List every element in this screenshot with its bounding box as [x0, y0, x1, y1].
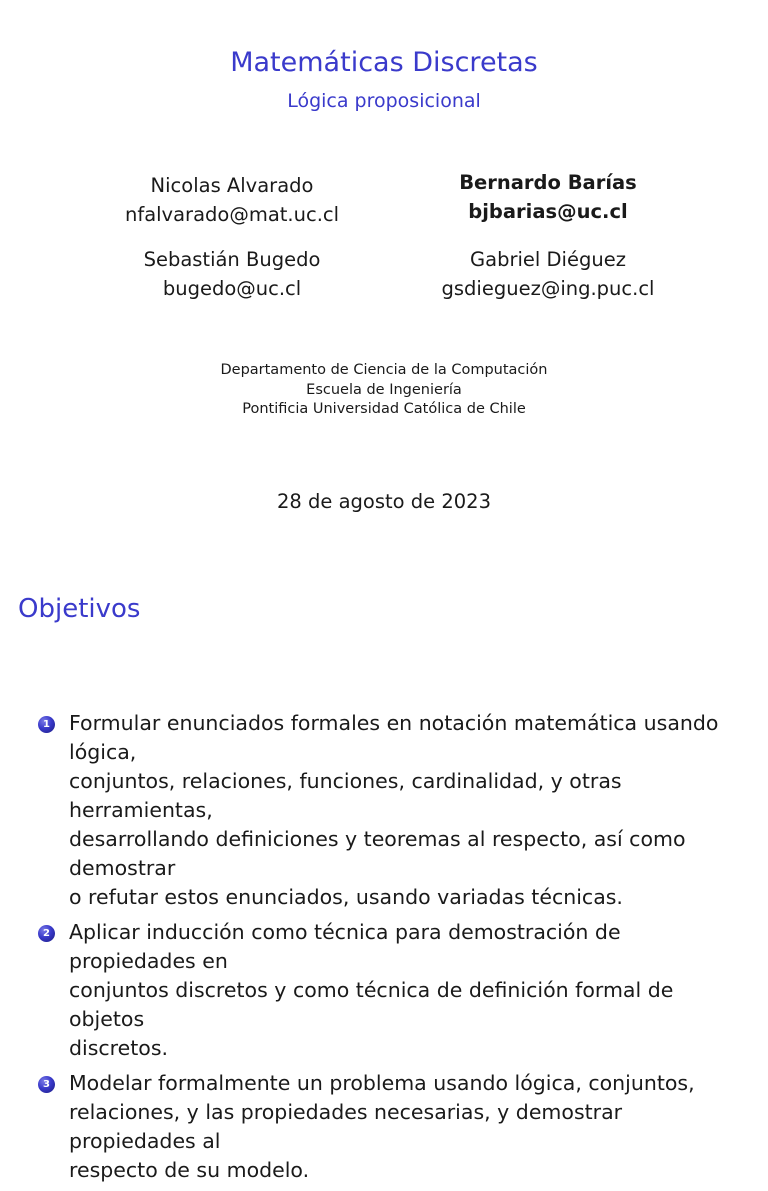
- text-line: relaciones, y las propiedades necesarias, y demostrar propiedades al: [69, 1100, 623, 1153]
- text-line: conjuntos discretos y como técnica de definición formal de objetos: [69, 978, 674, 1031]
- author-block: [84, 171, 380, 229]
- author-name: Nicolas Alvarado: [150, 174, 314, 197]
- text-line: Aplicar inducción como técnica para demostración de propiedades en: [69, 920, 621, 973]
- author-name: Sebastián Bugedo: [143, 248, 321, 271]
- author-block: [400, 245, 696, 303]
- objective-text: [69, 1069, 750, 1185]
- document-title: Matemáticas Discretas: [230, 47, 538, 78]
- author-email: gsdieguez@ing.puc.cl: [441, 277, 655, 300]
- objective-item: [38, 1069, 750, 1185]
- numbered-ball-icon: 1: [38, 716, 55, 733]
- text-line: Formular enunciados formales en notación matemática usando lógica,: [69, 711, 719, 764]
- text-line: Modelar formalmente un problema usando lógica, conjuntos,: [69, 1071, 695, 1095]
- institution-block: [0, 361, 768, 420]
- objectives-list: [38, 709, 750, 1191]
- document-date: 28 de agosto de 2023: [277, 490, 491, 513]
- author-block: [400, 168, 696, 226]
- university-name: Pontificia Universidad Católica de Chile: [242, 401, 526, 417]
- author-name: Gabriel Diéguez: [470, 248, 626, 271]
- text-line: discretos.: [69, 1036, 169, 1060]
- objective-text: [69, 709, 750, 912]
- text-line: conjuntos, relaciones, funciones, cardinalidad, y otras herramientas,: [69, 769, 622, 822]
- author-name: Bernardo Barías: [459, 171, 637, 194]
- objective-text: [69, 918, 750, 1063]
- numbered-ball-icon: 2: [38, 925, 55, 942]
- author-email: nfalvarado@mat.uc.cl: [124, 203, 340, 226]
- objective-item: [38, 918, 750, 1063]
- section-title: Objetivos: [18, 594, 141, 624]
- department-name: Departamento de Ciencia de la Computación: [220, 362, 548, 378]
- author-email: bjbarias@uc.cl: [468, 200, 628, 223]
- text-line: o refutar estos enunciados, usando variadas técnicas.: [69, 885, 623, 909]
- text-line: desarrollando definiciones y teoremas al respecto, así como demostrar: [69, 827, 686, 880]
- author-email: bugedo@uc.cl: [162, 277, 302, 300]
- numbered-ball-icon: 3: [38, 1076, 55, 1093]
- objective-item: [38, 709, 750, 912]
- author-block: [84, 245, 380, 303]
- school-name: Escuela de Ingeniería: [306, 381, 462, 398]
- text-line: respecto de su modelo.: [69, 1158, 310, 1182]
- document-subtitle: Lógica proposicional: [287, 90, 481, 112]
